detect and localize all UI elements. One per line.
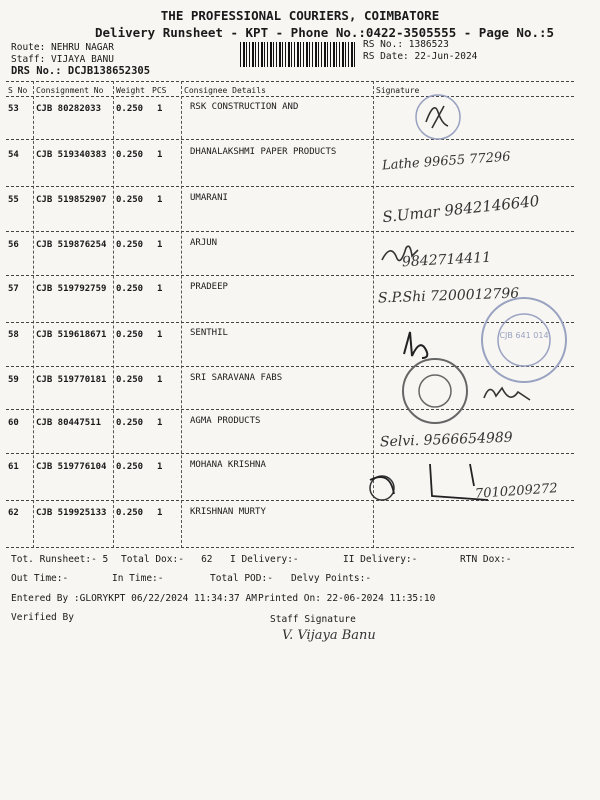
row-consignee: MOHANA KRISHNA: [190, 460, 266, 470]
row-sno: 54: [8, 150, 19, 160]
i-delivery: I Delivery:-: [230, 554, 299, 565]
row-consignee: RSK CONSTRUCTION AND: [190, 102, 299, 112]
handwritten-signature: Selvi. 9566654989: [379, 429, 513, 451]
tot-runsheet: Tot. Runsheet:- 5: [11, 554, 109, 565]
courier-stamp-icon: [478, 294, 570, 386]
row-consignment: CJB 519776104: [36, 462, 107, 472]
col-divider: [181, 81, 182, 548]
row-rule: [6, 186, 574, 187]
row-weight: 0.250: [116, 330, 144, 340]
row-weight: 0.250: [116, 375, 144, 385]
row-consignment: CJB 519770181: [36, 375, 107, 385]
row-sno: 59: [8, 375, 19, 385]
route-label: Route: NEHRU NAGAR: [11, 42, 114, 53]
signature-scribble: [378, 238, 458, 276]
row-rule: [6, 231, 574, 232]
drs-number: DRS No.: DCJB138652305: [11, 65, 151, 77]
col-header-sno: S No: [8, 86, 28, 95]
row-sno: 53: [8, 104, 19, 114]
row-sno: 55: [8, 195, 19, 205]
row-rule: [6, 547, 574, 548]
row-pcs: 1: [157, 240, 163, 250]
row-consignee: UMARANI: [190, 193, 228, 203]
row-consignment: CJB 80447511: [36, 418, 102, 428]
row-consignee: KRISHNAN MURTY: [190, 507, 266, 517]
row-weight: 0.250: [116, 150, 144, 160]
handwritten-signature: S.P.Shi 7200012796: [377, 285, 520, 307]
row-pcs: 1: [157, 418, 163, 428]
out-time: Out Time:-: [11, 573, 69, 584]
col-header-signature: Signature: [376, 86, 420, 95]
row-weight: 0.250: [116, 195, 144, 205]
col-header-consignee: Consignee Details: [184, 86, 266, 95]
row-sno: 60: [8, 418, 19, 428]
row-weight: 0.250: [116, 462, 144, 472]
row-rule: [6, 139, 574, 140]
stamp-text: CJB 641 014: [499, 331, 549, 340]
entered-by: Entered By :GLORYKPT 06/22/2024 11:34:37 AM: [11, 593, 257, 604]
row-consignment: CJB 519876254: [36, 240, 107, 250]
row-sno: 58: [8, 330, 19, 340]
col-header-pcs: PCS: [152, 86, 167, 95]
row-sno: 61: [8, 462, 19, 472]
rtn-dox: RTN Dox:-: [460, 554, 512, 565]
rs-date: RS Date: 22-Jun-2024: [363, 51, 478, 62]
row-pcs: 1: [157, 150, 163, 160]
row-consignee: SENTHIL: [190, 328, 228, 338]
row-consignment: CJB 519852907: [36, 195, 107, 205]
in-time: In Time:-: [112, 573, 164, 584]
row-pcs: 1: [157, 104, 163, 114]
company-title: THE PROFESSIONAL COURIERS, COIMBATORE: [160, 8, 440, 23]
row-consignee: PRADEEP: [190, 282, 228, 292]
row-weight: 0.250: [116, 104, 144, 114]
row-sno: 57: [8, 284, 19, 294]
row-consignee: ARJUN: [190, 238, 218, 248]
signature-scribble: [360, 460, 490, 510]
printed-on: Printed On: 22-06-2024 11:35:10: [258, 593, 436, 604]
row-pcs: 1: [157, 195, 163, 205]
handwritten-signature: 7010209272: [474, 481, 559, 502]
handwritten-signature: S.Umar 9842146640: [381, 191, 541, 227]
row-pcs: 1: [157, 462, 163, 472]
row-sno: 56: [8, 240, 19, 250]
row-pcs: 1: [157, 508, 163, 518]
table-top-rule: [6, 81, 574, 82]
row-weight: 0.250: [116, 508, 144, 518]
handwritten-signature: 9842714411: [401, 249, 492, 271]
row-consignment: CJB 519618671: [36, 330, 107, 340]
col-header-weight: Weight: [116, 86, 145, 95]
total-pod: Total POD:-: [210, 573, 273, 584]
row-consignee: AGMA PRODUCTS: [190, 416, 261, 426]
row-consignment: CJB 80282033: [36, 104, 102, 114]
staff-label: Staff: VIJAYA BANU: [11, 54, 114, 65]
ii-delivery: II Delivery:-: [343, 554, 418, 565]
row-sno: 62: [8, 508, 19, 518]
row-weight: 0.250: [116, 284, 144, 294]
row-pcs: 1: [157, 284, 163, 294]
staff-handwritten-signature: V. Vijaya Banu: [282, 628, 376, 643]
col-divider: [113, 81, 114, 548]
row-consignment: CJB 519340383: [36, 150, 107, 160]
row-consignee: SRI SARAVANA FABS: [190, 373, 283, 383]
row-consignee: DHANALAKSHMI PAPER PRODUCTS: [190, 147, 337, 157]
total-dox: Total Dox:- 62: [121, 554, 213, 565]
col-divider: [33, 81, 34, 548]
verified-by: Verified By: [11, 612, 74, 623]
row-pcs: 1: [157, 375, 163, 385]
row-weight: 0.250: [116, 418, 144, 428]
col-header-consignment: Consignment No: [36, 86, 104, 95]
row-rule: [6, 275, 574, 276]
row-pcs: 1: [157, 330, 163, 340]
staff-signature-label: Staff Signature: [270, 614, 356, 625]
row-consignment: CJB 519792759: [36, 284, 107, 294]
delivery-points: Delvy Points:-: [291, 573, 372, 584]
row-rule: [6, 453, 574, 454]
signature-scribble: [408, 92, 468, 142]
table-header-rule: [6, 96, 574, 97]
handwritten-signature: Lathe 99655 77296: [381, 149, 512, 174]
row-weight: 0.250: [116, 240, 144, 250]
runsheet-subtitle: Delivery Runsheet - KPT - Phone No.:0422-3505555 - Page No.:5: [95, 25, 555, 40]
barcode: [240, 42, 356, 67]
round-seal-icon: [398, 356, 472, 426]
rs-number: RS No.: 1386523: [363, 39, 449, 50]
row-consignment: CJB 519925133: [36, 508, 107, 518]
